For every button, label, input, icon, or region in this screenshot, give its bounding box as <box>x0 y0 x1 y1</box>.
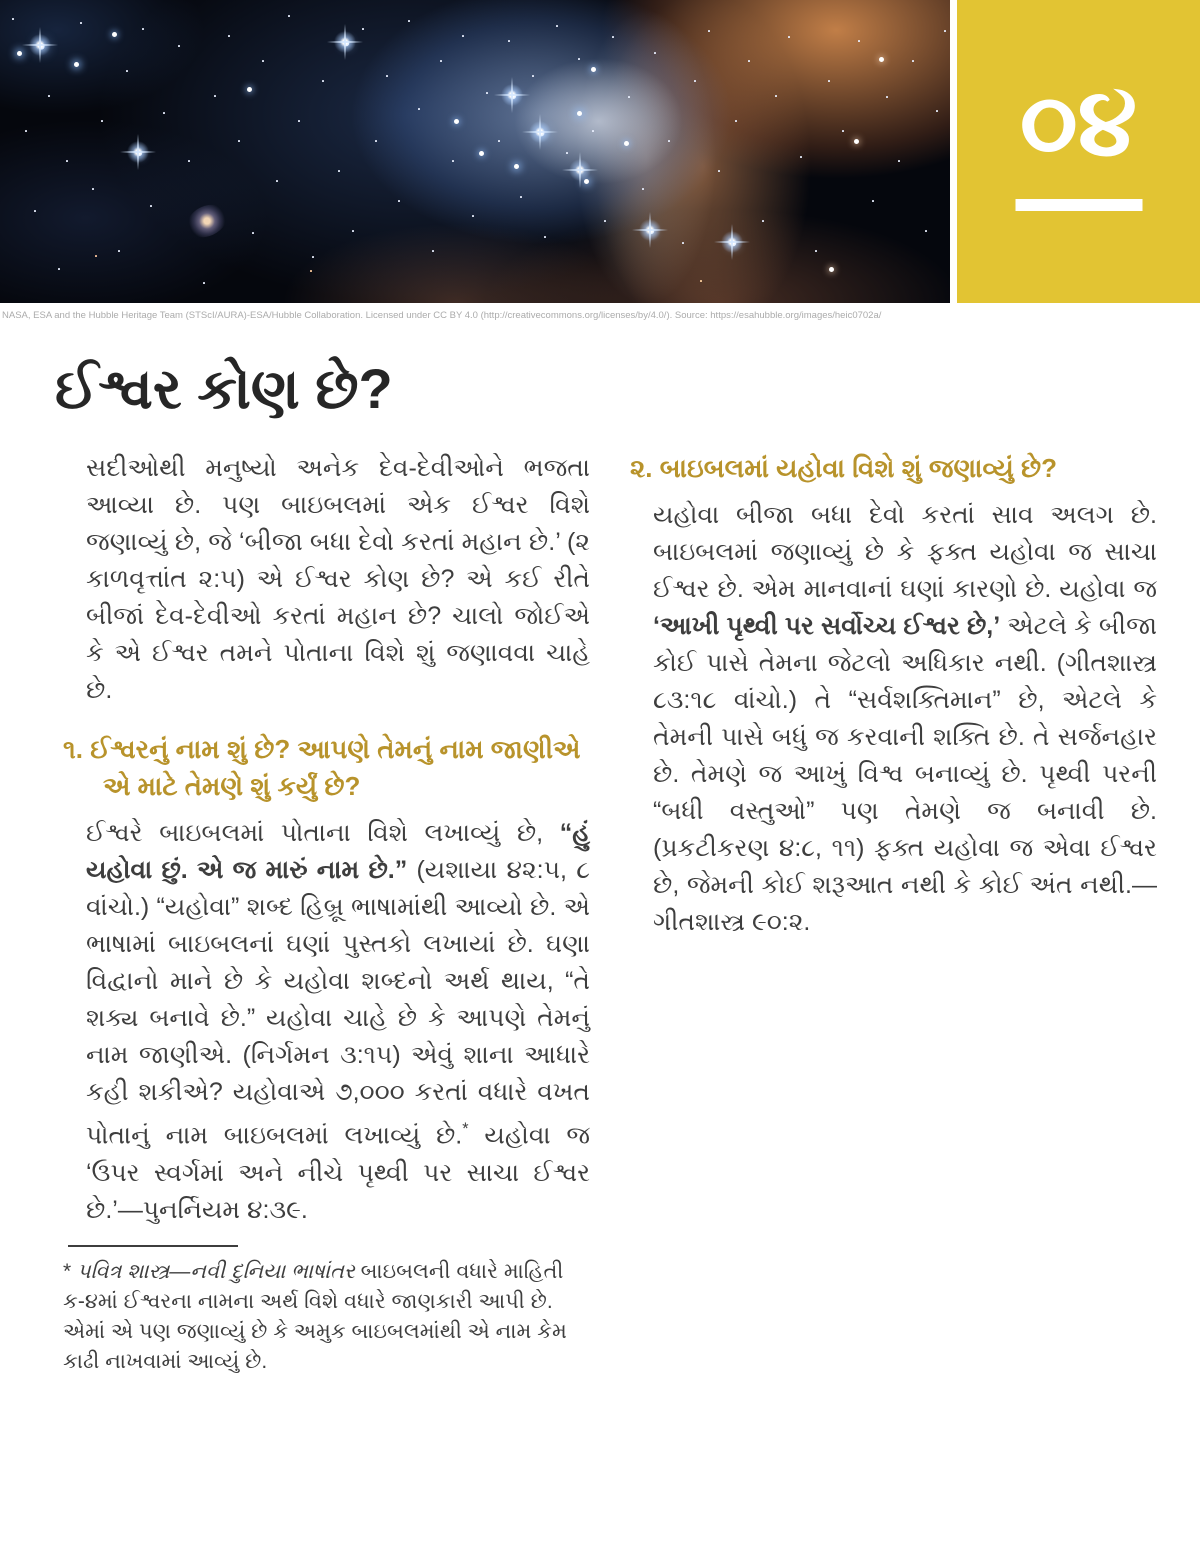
question-1-number: ૧. <box>63 734 83 765</box>
lesson-number: ૦૪ <box>1019 69 1138 176</box>
spiral-galaxy <box>182 199 233 244</box>
question-2-text: બાઇબલમાં યહોવા વિશે શું જણાવ્યું છે? <box>659 453 1057 484</box>
footnote-asterisk: * <box>63 1259 72 1283</box>
bright-star <box>714 224 750 260</box>
text-run: એટલે કે બીજા કોઈ પાસે તેમના જેટલો અધિકાર નથી. (ગીતશાસ્ત્ર ૮૩:૧૮ વાંચો.) તે “સર્વશક્તિમાન” છે, એટલે કે તેમની પાસે બધું જ કરવાની શક્તિ છે. તે સર્જનહાર છે. તેમણે જ આખું વિશ્વ બનાવ્યું છે. પૃથ્વી પરની “બધી વસ્તુઓ” પણ તેમણે જ બનાવી છે. (પ્રકટીકરણ ૪:૮, ૧૧) ફક્ત યહોવા જ એવા ઈશ્વર છે, જેમની કોઈ શરૂઆત નથી કે કોઈ અંત નથી.—ગીતશાસ્ત્ર ૯૦:૨. <box>653 612 1157 937</box>
text-run: ઈશ્વરે બાઇબલમાં પોતાના વિશે લખાવ્યું છે, <box>86 819 560 848</box>
right-column <box>630 450 1157 1376</box>
bright-star <box>522 114 558 150</box>
text-run: યહોવા જ ‘ઉપર સ્વર્ગમાં અને નીચે પૃથ્વી પર સાચા ઈશ્વર છે.’—પુનર્નિયમ ૪:૩૯. <box>86 1121 590 1224</box>
image-credit: NASA, ESA and the Hubble Heritage Team (STScI/AURA)-ESA/Hubble Collaboration. Licensed under CC BY 4.0 (http://creativecommons.org/licenses/by/4.0/). Source: https://esahubble.org/images/heic0702a/ <box>2 310 882 321</box>
bright-star <box>494 77 530 113</box>
question-1-text: ઈશ્વરનું નામ શું છે? આપણે તેમનું નામ જાણીએ એ માટે તેમણે શું કર્યું છે? <box>90 734 581 802</box>
intro-paragraph: સદીઓથી મનુષ્યો અનેક દેવ-દેવીઓને ભજતા આવ્યા છે. પણ બાઇબલમાં એક ઈશ્વર વિશે જણાવ્યું છે, જે ‘બીજા બધા દેવો કરતાં મહાન છે.’ (૨ કાળવૃત્તાંત ૨:૫) એ ઈશ્વર કોણ છે? એ કઈ રીતે બીજાં દેવ-દેવીઓ કરતાં મહાન છે? ચાલો જોઈએ કે એ ઈશ્વર તમને પોતાના વિશે શું જણાવવા ચાહે છે. <box>86 454 590 705</box>
scripture-quote-bold: ‘આખી પૃથ્વી પર સર્વોચ્ચ ઈશ્વર છે,’ <box>653 612 1001 641</box>
article-title: ઈશ્વર કોણ છે? <box>55 357 393 420</box>
lesson-number-badge <box>957 0 1200 303</box>
question-1-paragraph <box>63 815 590 1228</box>
text-run: (યશાયા ૪૨:૫, ૮ વાંચો.) “યહોવા” શબ્દ હિબ્રૂ ભાષામાંથી આવ્યો છે. એ ભાષામાં બાઇબલનાં ઘણાં પુસ્તકો લખાયાં છે. ઘણા વિદ્વાનો માને છે કે યહોવા શબ્દનો અર્થ થાય, “તે શક્ય બનાવે છે.” યહોવા ચાહે છે કે આપણે તેમનું નામ જાણીએ. (નિર્ગમન ૩:૧૫) એવું શાના આધારે કહી શકીએ? યહોવાએ ૭,૦૦૦ કરતાં વધારે વખત પોતાનું નામ બાઇબલમાં લખાવ્યું છે. <box>86 856 590 1150</box>
footnote <box>63 1257 590 1377</box>
lesson-number-underline <box>1015 199 1142 211</box>
question-2-heading <box>630 450 1157 487</box>
hero <box>0 0 1200 303</box>
bright-star <box>562 152 598 188</box>
article <box>0 321 1200 1377</box>
bright-star <box>632 212 668 248</box>
footnote-text: બાઇબલની વધારે માહિતી ક-૪માં ઈશ્વરના નામના અર્થ વિશે વધારે જાણકારી આપી છે. એમાં એ પણ જણાવ્યું છે કે અમુક બાઇબલમાંથી એ નામ કેમ કાઢી નાખવામાં આવ્યું છે. <box>63 1259 567 1373</box>
footnote-divider <box>68 1245 238 1247</box>
question-2-number: ૨. <box>630 453 653 484</box>
text-run: યહોવા બીજા બધા દેવો કરતાં સાવ અલગ છે. બાઇબલમાં જણાવ્યું છે કે ફક્ત યહોવા જ સાચા ઈશ્વર છે. એમ માનવાનાં ઘણાં કારણો છે. યહોવા જ <box>653 501 1157 604</box>
footnote-asterisk-ref: * <box>462 1120 469 1139</box>
question-1-heading <box>63 731 590 805</box>
bright-star <box>22 27 58 63</box>
bright-star <box>327 24 363 60</box>
nebula-photo <box>0 0 950 303</box>
columns <box>63 450 1157 1376</box>
footnote-publication-title: પવિત્ર શાસ્ત્ર—નવી દુનિયા ભાષાંતર <box>77 1259 355 1283</box>
question-2-paragraph <box>630 497 1157 941</box>
bright-star <box>120 134 156 170</box>
starfield-bright <box>0 0 3 3</box>
left-column <box>63 450 590 1376</box>
scripture-quote-bold: “હું યહોવા છું. એ જ મારું નામ છે.” <box>86 819 590 885</box>
